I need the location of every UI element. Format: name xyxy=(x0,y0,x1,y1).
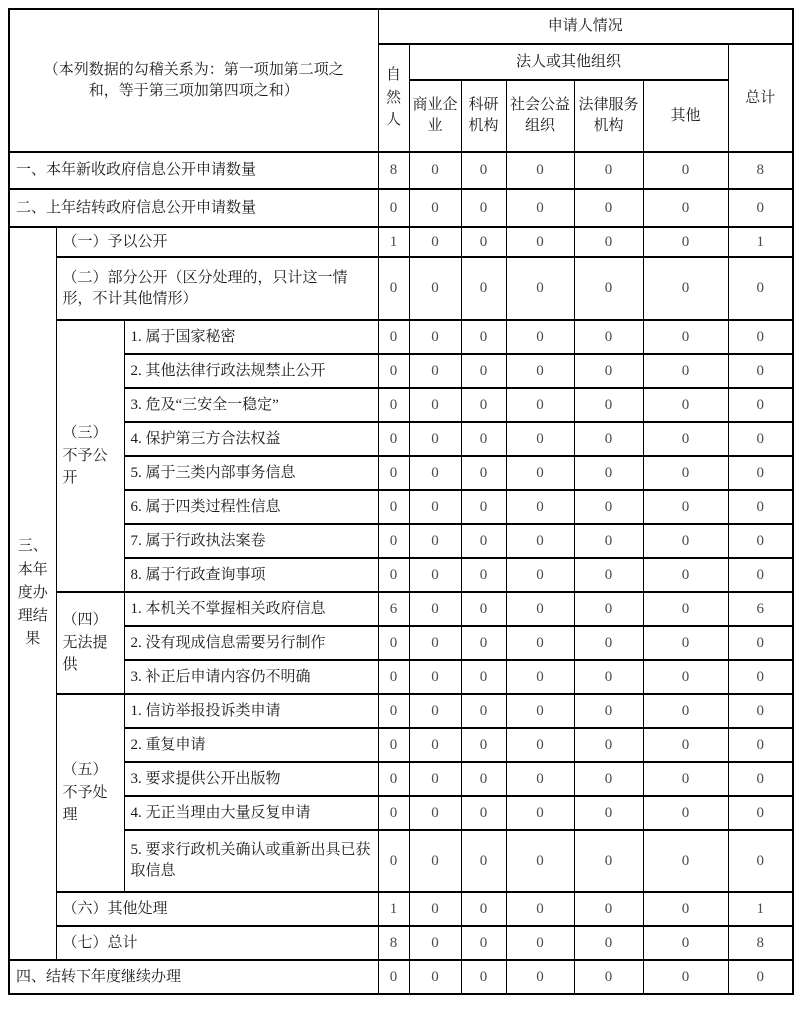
value-cell: 0 xyxy=(574,456,643,490)
row-label-excessive-repeat: 4. 无正当理由大量反复申请 xyxy=(124,796,378,830)
value-cell: 0 xyxy=(409,388,461,422)
row-label-still-unclear: 3. 补正后申请内容仍不明确 xyxy=(124,660,378,694)
value-cell: 1 xyxy=(378,892,409,926)
value-cell: 0 xyxy=(378,524,409,558)
value-cell: 0 xyxy=(409,796,461,830)
value-cell: 0 xyxy=(506,388,574,422)
value-cell: 0 xyxy=(461,892,506,926)
value-cell: 0 xyxy=(728,728,793,762)
value-cell: 0 xyxy=(643,892,728,926)
value-cell: 0 xyxy=(728,388,793,422)
value-cell: 0 xyxy=(728,320,793,354)
value-cell: 0 xyxy=(574,694,643,728)
value-cell: 0 xyxy=(409,694,461,728)
value-cell: 0 xyxy=(728,660,793,694)
value-cell: 8 xyxy=(728,152,793,189)
value-cell: 0 xyxy=(506,728,574,762)
value-cell: 0 xyxy=(461,490,506,524)
value-cell: 0 xyxy=(461,762,506,796)
value-cell: 0 xyxy=(574,524,643,558)
value-cell: 0 xyxy=(506,152,574,189)
value-cell: 0 xyxy=(643,926,728,960)
disclosure-requests-table xyxy=(8,8,794,995)
value-cell: 6 xyxy=(728,592,793,626)
value-cell: 0 xyxy=(728,490,793,524)
row-label-subtotal: （七）总计 xyxy=(56,926,378,960)
value-cell: 0 xyxy=(506,626,574,660)
value-cell: 0 xyxy=(728,456,793,490)
value-cell: 0 xyxy=(506,490,574,524)
value-cell: 0 xyxy=(409,354,461,388)
value-cell: 0 xyxy=(461,796,506,830)
value-cell: 6 xyxy=(378,592,409,626)
value-cell: 0 xyxy=(461,354,506,388)
value-cell: 0 xyxy=(506,926,574,960)
value-cell: 0 xyxy=(461,626,506,660)
value-cell: 0 xyxy=(506,257,574,320)
header-legal-service-org: 法律服务机构 xyxy=(574,80,643,152)
value-cell: 0 xyxy=(574,388,643,422)
table-body xyxy=(9,152,793,994)
value-cell: 0 xyxy=(461,388,506,422)
header-total: 总计 xyxy=(728,44,793,152)
value-cell: 0 xyxy=(643,592,728,626)
value-cell: 0 xyxy=(506,660,574,694)
value-cell: 0 xyxy=(409,762,461,796)
value-cell: 0 xyxy=(461,189,506,227)
value-cell: 0 xyxy=(643,796,728,830)
value-cell: 0 xyxy=(643,388,728,422)
value-cell: 0 xyxy=(728,796,793,830)
value-cell: 0 xyxy=(409,456,461,490)
value-cell: 0 xyxy=(728,189,793,227)
value-cell: 0 xyxy=(728,626,793,660)
row-label-carry-forward: 四、结转下年度继续办理 xyxy=(9,960,378,994)
header-commercial-enterprise: 商业企业 xyxy=(409,80,461,152)
value-cell: 0 xyxy=(643,728,728,762)
value-cell: 0 xyxy=(643,354,728,388)
value-cell: 0 xyxy=(461,830,506,892)
row-label-petition-complaint: 1. 信访举报投诉类申请 xyxy=(124,694,378,728)
row-label-prohibited-by-law: 2. 其他法律行政法规禁止公开 xyxy=(124,354,378,388)
row-label-repeat-request: 2. 重复申请 xyxy=(124,728,378,762)
value-cell: 0 xyxy=(378,762,409,796)
row-label-admin-inquiry: 8. 属于行政查询事项 xyxy=(124,558,378,592)
value-cell: 0 xyxy=(409,626,461,660)
value-cell: 1 xyxy=(728,892,793,926)
value-cell: 0 xyxy=(378,354,409,388)
value-cell: 0 xyxy=(574,227,643,257)
value-cell: 0 xyxy=(409,422,461,456)
value-cell: 0 xyxy=(378,320,409,354)
header-natural-person: 自然人 xyxy=(378,44,409,152)
value-cell: 0 xyxy=(378,490,409,524)
value-cell: 0 xyxy=(506,422,574,456)
value-cell: 0 xyxy=(574,152,643,189)
value-cell: 0 xyxy=(409,227,461,257)
intro-note-text: （本列数据的勾稽关系为：第一项加第二项之和，等于第三项加第四项之和） xyxy=(43,61,344,99)
value-cell: 0 xyxy=(574,960,643,994)
value-cell: 0 xyxy=(574,926,643,960)
row-label-enforcement-files: 7. 属于行政执法案卷 xyxy=(124,524,378,558)
value-cell: 0 xyxy=(378,558,409,592)
value-cell: 0 xyxy=(461,728,506,762)
value-cell: 0 xyxy=(461,524,506,558)
header-public-welfare-org: 社会公益组织 xyxy=(506,80,574,152)
value-cell: 0 xyxy=(643,257,728,320)
value-cell: 0 xyxy=(378,456,409,490)
value-cell: 0 xyxy=(378,796,409,830)
value-cell: 0 xyxy=(378,728,409,762)
value-cell: 0 xyxy=(409,189,461,227)
value-cell: 0 xyxy=(643,189,728,227)
value-cell: 0 xyxy=(378,960,409,994)
section-label-not-disclosed: （三）不予公开 xyxy=(56,320,124,592)
value-cell: 0 xyxy=(409,830,461,892)
row-group-label-annual-results: 三、本年度办理结果 xyxy=(9,227,56,960)
value-cell: 0 xyxy=(574,257,643,320)
value-cell: 0 xyxy=(461,227,506,257)
value-cell: 0 xyxy=(461,422,506,456)
value-cell: 0 xyxy=(574,830,643,892)
header-other-org: 其他 xyxy=(643,80,728,152)
value-cell: 0 xyxy=(409,592,461,626)
value-cell: 0 xyxy=(378,830,409,892)
value-cell: 0 xyxy=(409,728,461,762)
value-cell: 0 xyxy=(461,592,506,626)
value-cell: 0 xyxy=(574,422,643,456)
value-cell: 0 xyxy=(506,227,574,257)
value-cell: 0 xyxy=(409,152,461,189)
value-cell: 0 xyxy=(506,456,574,490)
value-cell: 0 xyxy=(506,960,574,994)
value-cell: 0 xyxy=(643,456,728,490)
value-cell: 0 xyxy=(574,762,643,796)
value-cell: 8 xyxy=(728,926,793,960)
row-label-not-held: 1. 本机关不掌握相关政府信息 xyxy=(124,592,378,626)
value-cell: 0 xyxy=(506,762,574,796)
value-cell: 0 xyxy=(643,227,728,257)
value-cell: 0 xyxy=(643,320,728,354)
value-cell: 0 xyxy=(728,830,793,892)
value-cell: 1 xyxy=(728,227,793,257)
value-cell: 0 xyxy=(506,592,574,626)
value-cell: 0 xyxy=(574,892,643,926)
value-cell: 0 xyxy=(643,626,728,660)
value-cell: 0 xyxy=(643,490,728,524)
value-cell: 0 xyxy=(378,257,409,320)
value-cell: 0 xyxy=(378,422,409,456)
value-cell: 0 xyxy=(409,490,461,524)
value-cell: 0 xyxy=(574,189,643,227)
value-cell: 0 xyxy=(461,152,506,189)
section-label-not-processed: （五）不予处理 xyxy=(56,694,124,892)
value-cell: 0 xyxy=(461,558,506,592)
value-cell: 0 xyxy=(409,558,461,592)
value-cell: 0 xyxy=(728,354,793,388)
value-cell: 0 xyxy=(728,257,793,320)
header-research-institution: 科研机构 xyxy=(461,80,506,152)
value-cell: 0 xyxy=(461,456,506,490)
value-cell: 0 xyxy=(461,320,506,354)
row-label-other-handling: （六）其他处理 xyxy=(56,892,378,926)
value-cell: 0 xyxy=(574,490,643,524)
value-cell: 0 xyxy=(409,660,461,694)
row-label-reissue-confirm: 5. 要求行政机关确认或重新出具已获取信息 xyxy=(124,830,378,892)
value-cell: 0 xyxy=(506,830,574,892)
row-label-endanger-security: 3. 危及“三安全一稳定” xyxy=(124,388,378,422)
value-cell: 0 xyxy=(643,422,728,456)
value-cell: 0 xyxy=(643,152,728,189)
value-cell: 8 xyxy=(378,152,409,189)
header-legal-org-group: 法人或其他组织 xyxy=(409,44,728,80)
section-label-unable-to-provide: （四）无法提供 xyxy=(56,592,124,694)
row-label-disclosed: （一）予以公开 xyxy=(56,227,378,257)
value-cell: 0 xyxy=(461,257,506,320)
value-cell: 0 xyxy=(643,558,728,592)
row-label-state-secret: 1. 属于国家秘密 xyxy=(124,320,378,354)
value-cell: 8 xyxy=(378,926,409,960)
value-cell: 0 xyxy=(643,960,728,994)
value-cell: 0 xyxy=(574,592,643,626)
value-cell: 0 xyxy=(643,524,728,558)
row-label-third-party-rights: 4. 保护第三方合法权益 xyxy=(124,422,378,456)
value-cell: 0 xyxy=(574,320,643,354)
value-cell: 0 xyxy=(506,189,574,227)
value-cell: 0 xyxy=(461,960,506,994)
value-cell: 0 xyxy=(574,728,643,762)
row-label-carryover-requests: 二、上年结转政府信息公开申请数量 xyxy=(9,189,378,227)
value-cell: 0 xyxy=(643,830,728,892)
row-label-new-requests: 一、本年新收政府信息公开申请数量 xyxy=(9,152,378,189)
value-cell: 0 xyxy=(506,524,574,558)
value-cell: 0 xyxy=(506,354,574,388)
value-cell: 0 xyxy=(728,960,793,994)
value-cell: 0 xyxy=(643,762,728,796)
value-cell: 0 xyxy=(574,354,643,388)
value-cell: 0 xyxy=(378,626,409,660)
value-cell: 0 xyxy=(409,257,461,320)
value-cell: 0 xyxy=(409,926,461,960)
intro-note-cell xyxy=(9,9,378,152)
value-cell: 0 xyxy=(506,892,574,926)
row-label-publications: 3. 要求提供公开出版物 xyxy=(124,762,378,796)
row-label-needs-creation: 2. 没有现成信息需要另行制作 xyxy=(124,626,378,660)
value-cell: 0 xyxy=(461,660,506,694)
row-label-partially-disclosed: （二）部分公开（区分处理的，只计这一情形，不计其他情形） xyxy=(56,257,378,320)
value-cell: 0 xyxy=(506,796,574,830)
value-cell: 0 xyxy=(378,660,409,694)
value-cell: 0 xyxy=(461,694,506,728)
value-cell: 0 xyxy=(643,694,728,728)
value-cell: 0 xyxy=(378,694,409,728)
value-cell: 0 xyxy=(409,892,461,926)
value-cell: 0 xyxy=(574,796,643,830)
value-cell: 0 xyxy=(728,422,793,456)
row-label-internal-affairs: 5. 属于三类内部事务信息 xyxy=(124,456,378,490)
value-cell: 0 xyxy=(409,960,461,994)
value-cell: 0 xyxy=(506,694,574,728)
value-cell: 0 xyxy=(506,320,574,354)
value-cell: 0 xyxy=(378,189,409,227)
value-cell: 0 xyxy=(728,558,793,592)
value-cell: 0 xyxy=(728,524,793,558)
value-cell: 0 xyxy=(728,762,793,796)
value-cell: 0 xyxy=(574,558,643,592)
value-cell: 0 xyxy=(506,558,574,592)
row-label-process-info: 6. 属于四类过程性信息 xyxy=(124,490,378,524)
value-cell: 1 xyxy=(378,227,409,257)
value-cell: 0 xyxy=(461,926,506,960)
value-cell: 0 xyxy=(409,320,461,354)
value-cell: 0 xyxy=(574,626,643,660)
value-cell: 0 xyxy=(643,660,728,694)
value-cell: 0 xyxy=(574,660,643,694)
value-cell: 0 xyxy=(728,694,793,728)
value-cell: 0 xyxy=(378,388,409,422)
value-cell: 0 xyxy=(409,524,461,558)
header-applicant-group: 申请人情况 xyxy=(378,9,793,44)
